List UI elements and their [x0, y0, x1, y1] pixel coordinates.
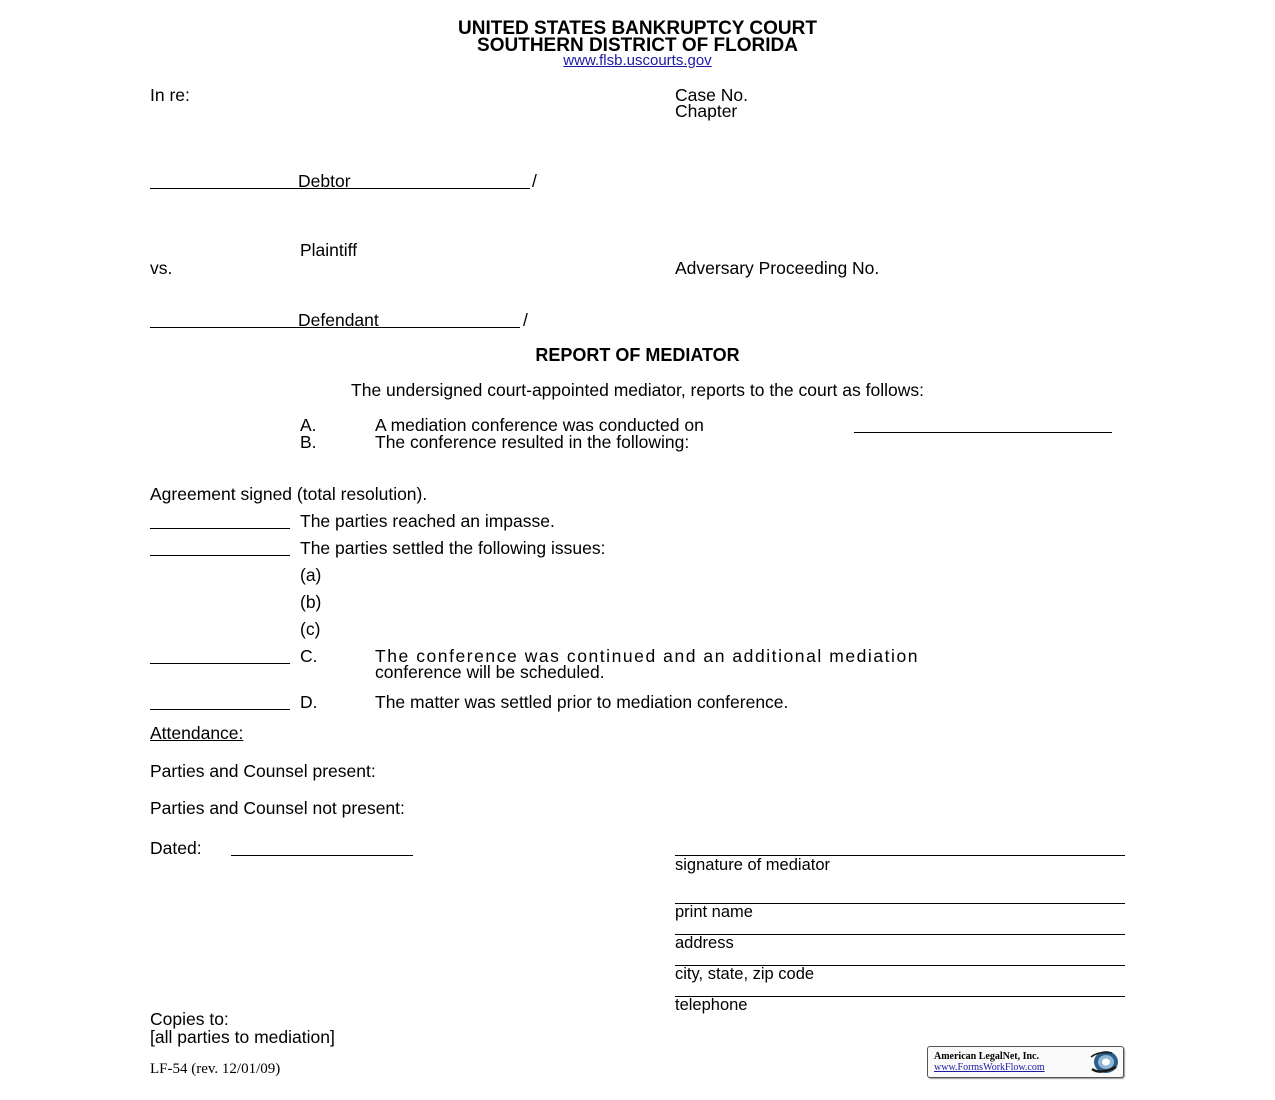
item-c-text-line1: The conference was continued and an additional mediation: [375, 646, 920, 666]
logo-company-name: American LegalNet, Inc.: [934, 1051, 1039, 1062]
conference-date-line: [854, 432, 1112, 433]
parties-not-present-label: Parties and Counsel not present:: [150, 798, 405, 818]
item-b-letter: B.: [300, 432, 317, 452]
issue-b-label: (b): [300, 592, 322, 612]
parties-present-label: Parties and Counsel present:: [150, 761, 376, 781]
dated-label: Dated:: [150, 838, 202, 858]
settled-check-line: [150, 555, 290, 556]
impasse-text: The parties reached an impasse.: [300, 511, 555, 531]
attendance-heading: Attendance:: [150, 723, 244, 743]
impasse-check-line: [150, 528, 290, 529]
globe-icon: [1086, 1049, 1120, 1075]
district-name: SOUTHERN DISTRICT OF FLORIDA: [477, 35, 798, 56]
item-c-letter: C.: [300, 646, 318, 666]
item-a-letter: A.: [300, 415, 317, 435]
continued-check-line: [150, 663, 290, 664]
dated-line: [231, 855, 413, 856]
settled-issues-text: The parties settled the following issues:: [300, 538, 606, 558]
issue-a-label: (a): [300, 565, 322, 585]
intro-text: The undersigned court-appointed mediator, reports to the court as follows:: [351, 380, 924, 400]
form-id: LF-54 (rev. 12/01/09): [150, 1061, 281, 1077]
defendant-label: Defendant: [298, 310, 379, 330]
logo-website-link[interactable]: www.FormsWorkFlow.com: [934, 1062, 1045, 1073]
defendant-slash: /: [523, 310, 528, 330]
all-parties-label: [all parties to mediation]: [150, 1027, 335, 1047]
item-d-letter: D.: [300, 692, 318, 712]
item-a-text: A mediation conference was conducted on: [375, 415, 704, 435]
telephone-label: telephone: [675, 996, 748, 1014]
american-legalnet-logo[interactable]: [927, 1046, 1124, 1078]
report-title: REPORT OF MEDIATOR: [535, 345, 740, 365]
issue-c-label: (c): [300, 619, 321, 639]
chapter-label: Chapter: [675, 101, 738, 121]
vs-label: vs.: [150, 258, 173, 278]
adversary-proceeding-label: Adversary Proceeding No.: [675, 258, 880, 278]
item-d-text: The matter was settled prior to mediation conference.: [375, 692, 789, 712]
agreement-signed-text: Agreement signed (total resolution).: [150, 484, 428, 504]
signature-of-mediator-label: signature of mediator: [675, 856, 831, 874]
address-label: address: [675, 934, 734, 952]
court-name: UNITED STATES BANKRUPTCY COURT: [458, 18, 817, 39]
print-name-label: print name: [675, 903, 753, 921]
plaintiff-label: Plaintiff: [300, 240, 358, 260]
court-website-link[interactable]: www.flsb.uscourts.gov: [563, 52, 712, 69]
settled-prior-check-line: [150, 709, 290, 710]
item-b-text: The conference resulted in the following:: [375, 432, 690, 452]
case-no-label: Case No.: [675, 85, 748, 105]
address-line: [675, 934, 1125, 935]
in-re-label: In re:: [150, 85, 190, 105]
copies-to-label: Copies to:: [150, 1009, 229, 1029]
debtor-slash: /: [532, 171, 537, 191]
item-c-text-line2: conference will be scheduled.: [375, 662, 605, 682]
city-state-zip-label: city, state, zip code: [675, 965, 815, 983]
debtor-label: Debtor: [298, 171, 351, 191]
